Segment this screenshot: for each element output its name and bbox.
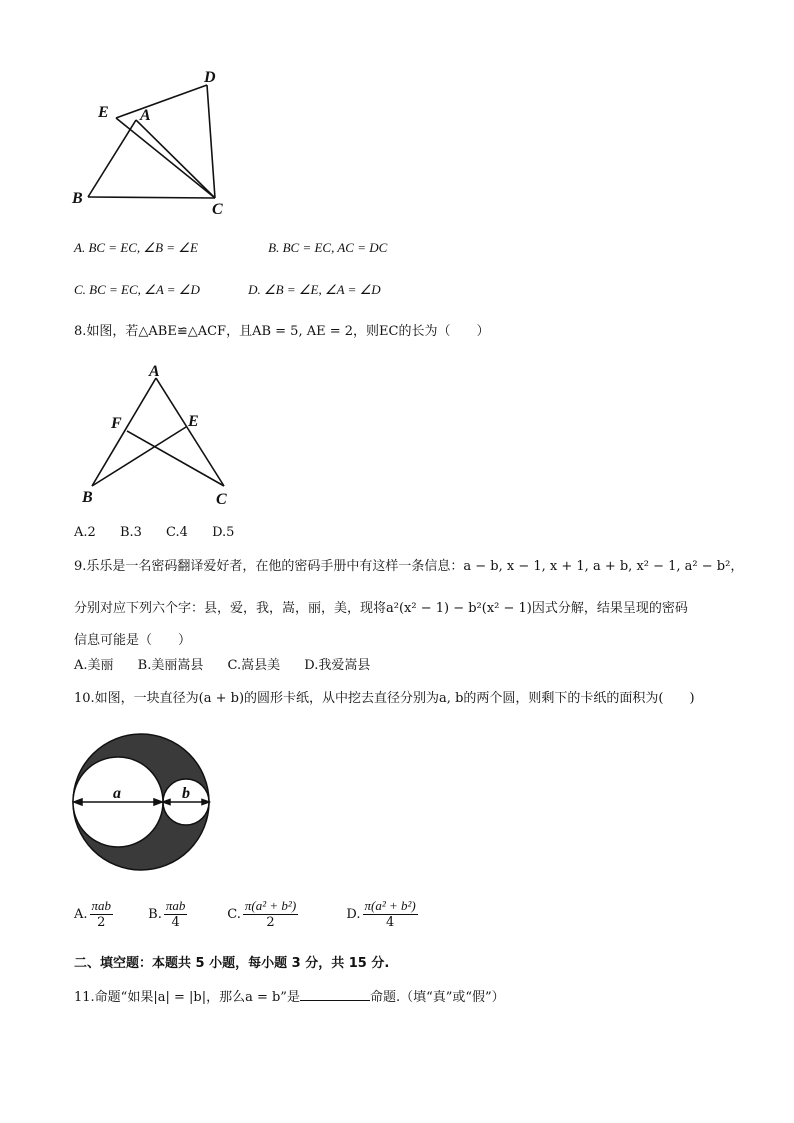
- label-E: E: [188, 413, 199, 430]
- q10-option-a-den: 2: [97, 915, 106, 930]
- q7-option-d[interactable]: D. ∠B = ∠E, ∠A = ∠D: [248, 282, 381, 297]
- q10-option-d-letter: D.: [346, 907, 361, 922]
- q10-option-b-num: πab: [165, 898, 186, 913]
- segment-AC: [156, 378, 224, 486]
- q11-answer-blank[interactable]: [300, 986, 370, 1001]
- q11-after: 命题.（填“真”或“假”）: [369, 990, 505, 1005]
- q10-options: [74, 895, 440, 935]
- q9-line2: 分别对应下列六个字：县，爱，我，嵩，丽，美，现将a²(x² − 1) − b²(x² − 1)因式分解，结果呈现的密码: [74, 601, 688, 616]
- q10-option-c[interactable]: [227, 895, 322, 935]
- q9-line3: 信息可能是（ ）: [74, 633, 192, 648]
- q10-stem: 10.如图，一块直径为(a + b)的圆形卡纸，从中挖去直径分别为a, b的两个圆，则剩下的卡纸的面积为( ): [74, 691, 695, 706]
- label-b: b: [182, 785, 190, 802]
- q10-option-d[interactable]: [346, 895, 419, 935]
- q11: [74, 986, 505, 1007]
- label-B: B: [82, 489, 93, 506]
- label-C: C: [212, 201, 223, 218]
- segment-AC: [136, 120, 215, 198]
- figure-q7: [60, 60, 260, 220]
- q10-option-a-num: πab: [91, 898, 112, 913]
- label-A: A: [149, 363, 160, 380]
- q10-option-d-num: π(a² + b²): [364, 898, 416, 913]
- q8-option-a[interactable]: A.2: [74, 525, 96, 540]
- q8-option-d[interactable]: D.5: [212, 525, 235, 540]
- q9-option-c[interactable]: C.嵩县美: [227, 658, 281, 673]
- label-D: D: [204, 69, 216, 86]
- segment-EC: [116, 118, 215, 198]
- segment-BA: [88, 120, 136, 197]
- figure-q10: [70, 730, 220, 880]
- q7-option-b[interactable]: B. BC = EC, AC = DC: [268, 240, 388, 255]
- q9-option-b[interactable]: B.美丽嵩县: [137, 658, 204, 673]
- q10-option-d-den: 4: [386, 915, 395, 930]
- q10-option-b-den: 4: [171, 915, 180, 930]
- q10-option-c-num: π(a² + b²): [244, 898, 297, 913]
- q8-option-b[interactable]: B.3: [119, 525, 142, 540]
- q10-option-b-letter: B.: [148, 907, 162, 922]
- segment-CF: [127, 431, 224, 486]
- label-C: C: [216, 491, 227, 508]
- q10-option-a-letter: A.: [74, 907, 88, 922]
- q9-option-a[interactable]: A.美丽: [74, 658, 114, 673]
- q7-option-c[interactable]: C. BC = EC, ∠A = ∠D: [74, 282, 200, 297]
- q9-options: [74, 657, 390, 675]
- q7-options-row1: [74, 239, 407, 258]
- segment-DC: [207, 85, 215, 198]
- q7-option-a[interactable]: A. BC = EC, ∠B = ∠E: [74, 240, 198, 255]
- segment-BC: [88, 197, 215, 198]
- segment-ED: [116, 85, 207, 118]
- label-B: B: [72, 190, 83, 207]
- q11-before: 11.命题“如果|a| = |b|，那么a = b”是: [74, 990, 300, 1005]
- q8-option-c[interactable]: C.4: [166, 525, 188, 540]
- q9-option-d[interactable]: D.我爱嵩县: [304, 658, 371, 673]
- label-F: F: [111, 415, 122, 432]
- q7-options-row2: [74, 281, 401, 300]
- q10-option-b[interactable]: [148, 895, 203, 935]
- q9-line1: 9.乐乐是一名密码翻译爱好者，在他的密码手册中有这样一条信息：a − b, x − 1, x + 1, a + b, x² − 1, a² − b²，: [74, 559, 744, 574]
- q10-option-a[interactable]: [74, 895, 124, 935]
- q8-stem: 8.如图，若△ABE≌△ACF，且AB = 5, AE = 2，则EC的长为（ ）: [74, 324, 490, 339]
- figure-q8: [76, 360, 246, 510]
- label-A: A: [140, 107, 151, 124]
- label-E: E: [98, 104, 109, 121]
- q10-option-c-den: 2: [266, 915, 275, 930]
- label-a: a: [113, 785, 121, 802]
- section-title: 二、填空题：本题共 5 小题，每小题 3 分，共 15 分.: [74, 956, 390, 971]
- q10-option-c-letter: C.: [227, 907, 241, 922]
- segment-AB: [92, 378, 156, 486]
- q8-options: [74, 524, 254, 542]
